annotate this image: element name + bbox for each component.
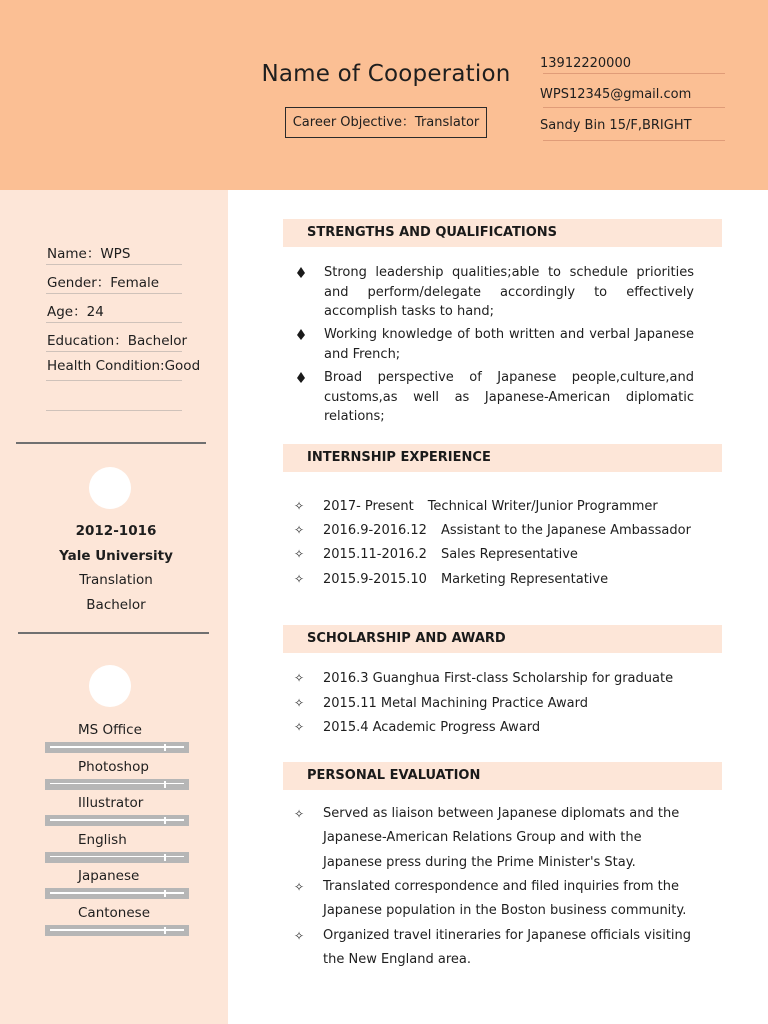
- contact-address: Sandy Bin 15/F,BRIGHT: [540, 118, 692, 133]
- skill-level-bar: [45, 925, 189, 936]
- strength-item: Broad perspective of Japanese people,culture,and customs,as well as Japanese-American diplomatic relations;: [324, 370, 694, 424]
- skill-label: Japanese: [78, 868, 140, 885]
- internship-row: [323, 499, 658, 514]
- internship-role: Assistant to the Japanese Ambassador: [440, 523, 691, 538]
- skill-level-marker: [164, 744, 166, 751]
- skill-label: Illustrator: [78, 795, 144, 812]
- section-header-evaluation: [283, 762, 722, 790]
- skill-level-marker: [164, 854, 166, 861]
- evaluation-item: Organized travel itineraries for Japanese officials visiting the New England area.: [323, 928, 692, 968]
- skill-label: Cantonese: [78, 905, 151, 921]
- divider: [46, 380, 182, 381]
- skill-level-marker: [164, 927, 166, 934]
- skill-level-bar: [45, 888, 189, 899]
- circle-icon: [89, 467, 131, 509]
- open-diamond-icon: ✧: [294, 880, 305, 894]
- evaluation-item: Translated correspondence and filed inquiries from the Japanese population in the Boston business community.: [323, 879, 687, 919]
- skill-label: English: [78, 831, 127, 848]
- open-diamond-icon: ✧: [294, 572, 305, 586]
- internship-period: 2015.11-2016.2: [323, 547, 427, 562]
- info-gender: Gender：Female: [47, 275, 160, 291]
- section-header-internship: [283, 444, 722, 472]
- internship-row: [323, 547, 578, 562]
- skill-level-marker: [164, 890, 166, 897]
- open-diamond-icon: ✧: [294, 547, 305, 561]
- education-degree: Bachelor: [86, 597, 146, 613]
- internship-row: [323, 523, 691, 538]
- award-item: 2015.4 Academic Progress Award: [323, 720, 541, 735]
- open-diamond-icon: ✧: [294, 720, 305, 734]
- section-divider: [18, 632, 209, 634]
- internship-role: Technical Writer/Junior Programmer: [427, 499, 658, 514]
- divider: [46, 410, 182, 411]
- skill-level-bar: [45, 742, 189, 753]
- open-diamond-icon: ✧: [294, 807, 305, 821]
- section-header-awards: [283, 625, 722, 653]
- skill-level-bar: [45, 815, 189, 826]
- info-name: Name：WPS: [47, 246, 131, 262]
- open-diamond-icon: ✧: [294, 523, 305, 537]
- divider: [46, 351, 182, 352]
- internship-period: 2016.9-2016.12: [323, 523, 427, 538]
- award-item: 2015.11 Metal Machining Practice Award: [323, 696, 588, 711]
- skill-level-bar: [45, 779, 189, 790]
- education-school: Yale University: [59, 548, 173, 564]
- filled-diamond-icon: [297, 267, 305, 278]
- info-age: Age：24: [47, 304, 104, 320]
- open-diamond-icon: ✧: [294, 671, 305, 685]
- strength-item: Working knowledge of both written and verbal Japanese and French;: [324, 327, 694, 362]
- internship-role: Sales Representative: [440, 547, 578, 562]
- filled-diamond-icon: [297, 329, 305, 340]
- divider: [46, 293, 182, 294]
- header-banner: [0, 0, 768, 190]
- info-education: Education：Bachelor: [47, 333, 188, 349]
- divider: [46, 322, 182, 323]
- open-diamond-icon: ✧: [294, 696, 305, 710]
- contact-email: WPS12345@gmail.com: [540, 87, 692, 102]
- evaluation-item: Served as liaison between Japanese diplomats and the Japanese-American Relations Group and with the Japanese press during the Prime Minister's Stay.: [323, 806, 680, 870]
- divider: [543, 140, 725, 141]
- circle-icon: [89, 665, 131, 707]
- open-diamond-icon: ✧: [294, 499, 305, 513]
- career-objective-box: Career Objective：Translator: [285, 107, 487, 138]
- info-health: Health Condition:Good: [47, 358, 201, 374]
- internship-period: 2017- Present: [323, 499, 414, 514]
- skill-level-marker: [164, 781, 166, 788]
- award-item: 2016.3 Guanghua First-class Scholarship for graduate: [323, 671, 674, 686]
- internship-period: 2015.9-2015.10: [323, 572, 427, 587]
- internship-row: [323, 572, 608, 587]
- section-title: SCHOLARSHIP AND AWARD: [307, 631, 506, 646]
- open-diamond-icon: ✧: [294, 929, 305, 943]
- skill-label: MS Office: [78, 722, 142, 738]
- divider: [543, 107, 725, 108]
- contact-phone: 13912220000: [540, 56, 631, 71]
- education-major: Translation: [79, 572, 153, 588]
- internship-role: Marketing Representative: [440, 572, 609, 587]
- strength-item: Strong leadership qualities;able to schedule priorities and perform/delegate accordingly to effectively accomplish tasks to hand;: [324, 265, 694, 319]
- page-title: Name of Cooperation: [261, 61, 511, 87]
- section-title: PERSONAL EVALUATION: [307, 768, 481, 783]
- section-divider: [16, 442, 206, 444]
- skill-label: Photoshop: [78, 758, 149, 775]
- skill-level-bar: [45, 852, 189, 863]
- section-title: INTERNSHIP EXPERIENCE: [307, 450, 491, 465]
- divider: [46, 264, 182, 265]
- skill-level-marker: [164, 817, 166, 824]
- section-title: STRENGTHS AND QUALIFICATIONS: [307, 225, 558, 240]
- divider: [543, 73, 725, 74]
- section-header-strengths: [283, 219, 722, 247]
- filled-diamond-icon: [297, 372, 305, 383]
- education-period: 2012-1016: [75, 523, 157, 539]
